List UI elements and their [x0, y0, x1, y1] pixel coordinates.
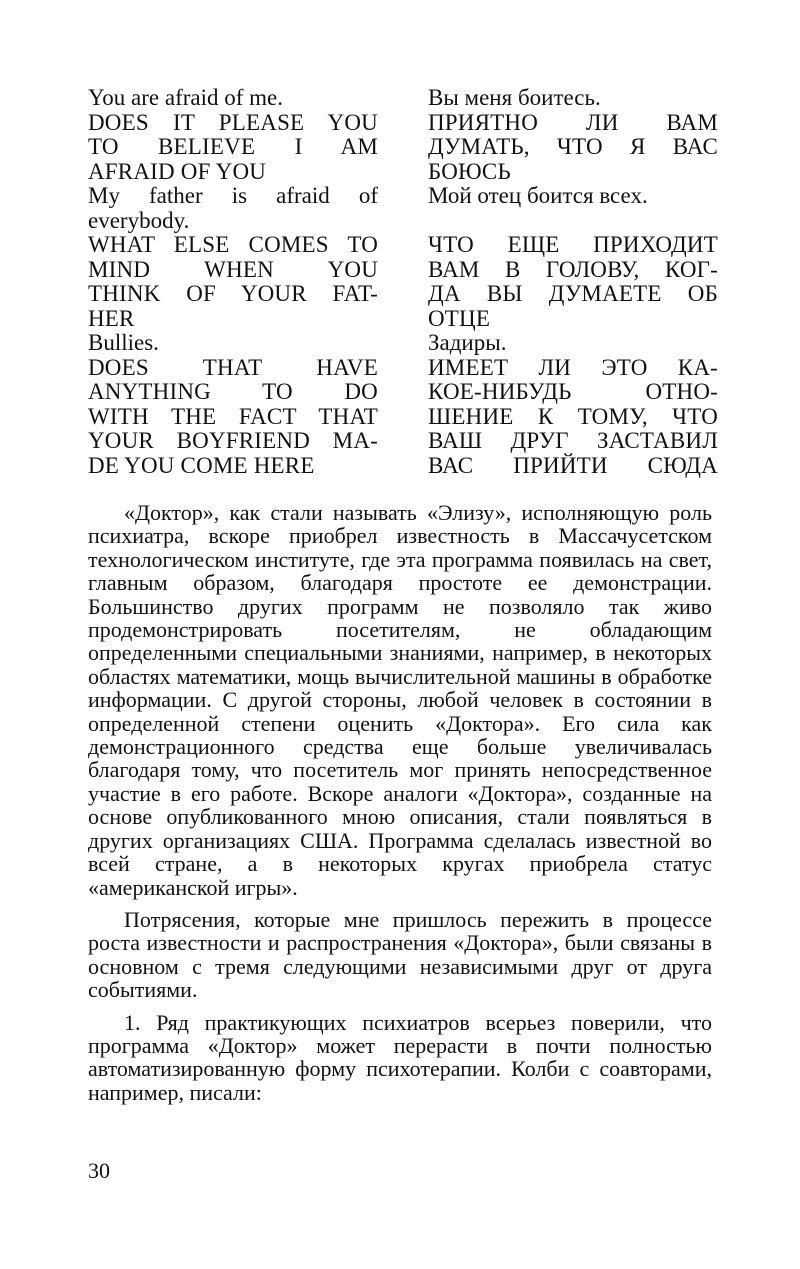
dialogue-line: ШЕНИЕ К ТОМУ, ЧТО [428, 403, 718, 429]
dialogue-line: DOES IT PLEASE YOU [88, 109, 378, 135]
dialogue-line: DOES THAT HAVE [88, 354, 378, 380]
dialogue-line: DE YOU COME HERE [88, 452, 315, 478]
page-number: 30 [88, 1158, 110, 1183]
dialogue-line: БОЮСЬ [428, 158, 511, 184]
dialogue-line: ANYTHING TO DO [88, 379, 378, 404]
body-text [88, 501, 712, 1113]
dialogue-line: everybody. [88, 207, 190, 233]
dialogue-line: КОЕ-НИБУДЬ ОТНО- [428, 379, 718, 404]
dialogue-line: Задиры. [428, 330, 507, 355]
dialogue-line: ОТЦЕ [428, 305, 491, 331]
dialogue-line: ВАС ПРИЙТИ СЮДА [428, 452, 718, 478]
dialogue-line: ВАШ ДРУГ ЗАСТАВИЛ [428, 428, 718, 453]
dialogue-line: Вы меня боитесь. [428, 85, 601, 110]
dialogue-line: THINK OF YOUR FAT- [88, 281, 378, 306]
dialogue-line: Мой отец боится всех. [428, 183, 648, 208]
dialogue-line [428, 209, 718, 234]
dialogue-line: YOUR BOYFRIEND MA- [88, 428, 378, 453]
paragraph: Потрясения, которые мне пришлось пережить в процессе роста известности и распространения «Доктора», были связаны в основном с тремя следующими независимыми друг от друга событиями. [88, 906, 712, 1003]
dialogue-russian-column [428, 86, 718, 478]
dialogue-line: AFRAID OF YOU [88, 158, 267, 184]
dialogue-line: HER [88, 305, 135, 331]
dialogue-line: WHAT ELSE COMES TO [88, 232, 378, 257]
dialogue-line: ДА ВЫ ДУМАЕТЕ ОБ [428, 281, 718, 306]
dialogue-line: ДУМАТЬ, ЧТО Я ВАС [428, 134, 718, 159]
dialogue-line: WITH THE FACT THAT [88, 403, 378, 429]
dialogue-line: TO BELIEVE I AM [88, 134, 378, 159]
dialogue-line: ИМЕЕТ ЛИ ЭТО КА- [428, 354, 718, 380]
dialogue-english-column [88, 86, 378, 478]
dialogue-line: Bullies. [88, 330, 159, 355]
dialogue-line: MIND WHEN YOU [88, 256, 378, 282]
paragraph: «Доктор», как стали называть «Элизу», исполняющую роль психиатра, вскоре приобрел известность в Массачусетском технологическом институте, где эта программа появилась на свет, главным образом, благодаря простоте ее демонстрации. Большинство других программ не позволяло так живо продемонстрировать посетителям, не обладающим определенными специальными знаниями, например, в некоторых областях математики, мощь вычислительной машины в обработке информации. С другой стороны, любой человек в состоянии в определенной степени оценить «Доктора». Его сила как демонстрационного средства еще больше увеличивалась благодаря тому, что посетитель мог принять непосредственное участие в его работе. Вскоре аналоги «Доктора», созданные на основе опубликованного мною описания, стали появляться в других организациях США. Программа сделалась известной во всей стране, а в некоторых кругах приобрела статус «американской игры». [88, 500, 712, 900]
dialogue-line: You are afraid of me. [88, 85, 284, 110]
dialogue-line: ПРИЯТНО ЛИ ВАМ [428, 109, 718, 135]
dialogue-line: ВАМ В ГОЛОВУ, КОГ- [428, 256, 718, 282]
dialogue-line: My father is afraid of [88, 183, 378, 208]
paragraph: 1. Ряд практикующих психиатров всерьез поверили, что программа «Доктор» может перерасти в почти полностью автоматизированную форму психотерапии. Колби с соавторами, например, писали: [88, 1009, 712, 1105]
dialogue-line: ЧТО ЕЩЕ ПРИХОДИТ [428, 232, 718, 257]
